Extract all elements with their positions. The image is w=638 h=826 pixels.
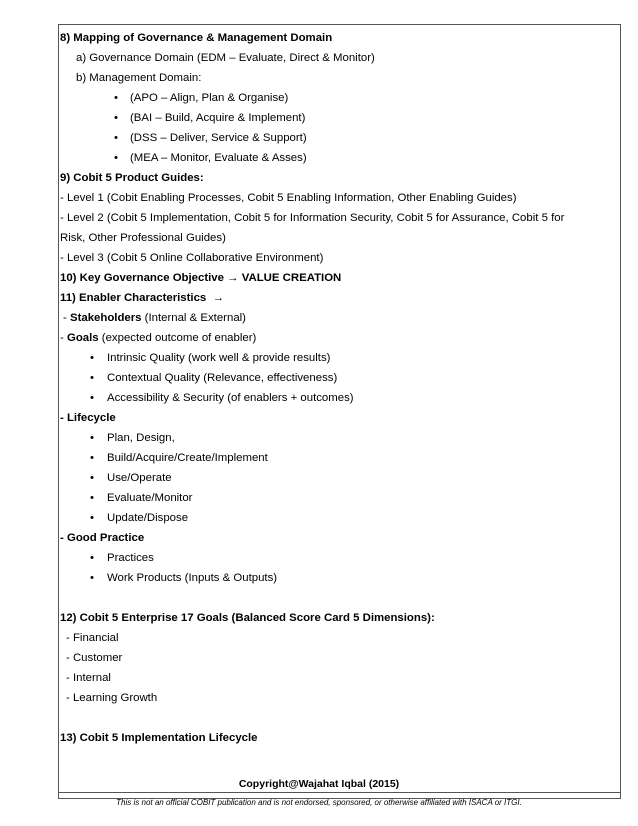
lifecycle-label: - Lifecycle [60,412,116,424]
bullet-icon: • [90,372,94,384]
management-domain-line: b) Management Domain: [76,72,202,84]
list-item: • Plan, Design, [60,428,618,448]
bullet-icon: • [114,112,118,124]
section-11-heading: 11) Enabler Characteristics → [60,292,224,304]
document-body [60,28,618,748]
bullet-icon: • [90,472,94,484]
list-item: • Practices [60,548,618,568]
bullet-icon: • [90,352,94,364]
bullet-icon: • [90,492,94,504]
level-2-line-continued: Risk, Other Professional Guides) [60,232,226,244]
list-item: • (APO – Align, Plan & Organise) [60,88,618,108]
goals-label: Goals [66,332,99,344]
bullet-icon: • [114,92,118,104]
footer-disclaimer: This is not an official COBIT publication and is not endorsed, sponsored, or otherwise affiliated with ISACA or ITGI. [116,798,522,807]
bullet-icon: • [90,512,94,524]
list-item: - Customer [66,652,123,664]
list-item: • (DSS – Deliver, Service & Support) [60,128,618,148]
section-13-heading: 13) Cobit 5 Implementation Lifecycle [60,732,258,744]
level-2-line: - Level 2 (Cobit 5 Implementation, Cobit 5 for Information Security, Cobit 5 for Assurance, Cobit 5 for [60,212,565,224]
value-creation-label: VALUE CREATION [241,272,342,284]
spacer [60,588,618,608]
section-12-heading: 12) Cobit 5 Enterprise 17 Goals (Balanced Score Card 5 Dimensions): [60,612,435,624]
goals-line: - Goals (expected outcome of enabler) [60,332,257,344]
arrow-right-icon: → [227,272,239,284]
bullet-icon: • [90,392,94,404]
section-9-heading: 9) Cobit 5 Product Guides: [60,172,204,184]
good-practice-label: - Good Practice [60,532,145,544]
list-item: • Work Products (Inputs & Outputs) [60,568,618,588]
list-item: - Financial [66,632,119,644]
list-item: • Intrinsic Quality (work well & provide results) [60,348,618,368]
list-item: - Internal [66,672,111,684]
list-item: • Contextual Quality (Relevance, effectiveness) [60,368,618,388]
list-item: • Update/Dispose [60,508,618,528]
bullet-icon: • [90,552,94,564]
arrow-right-icon: → [212,292,224,304]
list-item: • Use/Operate [60,468,618,488]
bullet-icon: • [90,572,94,584]
level-3-line: - Level 3 (Cobit 5 Online Collaborative Environment) [60,252,324,264]
list-item: - Learning Growth [66,692,158,704]
list-item: • Evaluate/Monitor [60,488,618,508]
section-8-heading: 8) Mapping of Governance & Management Domain [60,32,333,44]
list-item: • (MEA – Monitor, Evaluate & Asses) [60,148,618,168]
bullet-icon: • [114,152,118,164]
footer-copyright: Copyright@Wajahat Iqbal (2015) [238,778,400,790]
bullet-icon: • [90,452,94,464]
stakeholders-label: Stakeholders [69,312,142,324]
list-item: • Build/Acquire/Create/Implement [60,448,618,468]
section-10-heading: 10) Key Governance Objective → VALUE CREATION [60,272,342,284]
level-1-line: - Level 1 (Cobit Enabling Processes, Cobit 5 Enabling Information, Other Enabling Guides) [60,192,517,204]
bullet-icon: • [90,432,94,444]
stakeholders-line: - Stakeholders (Internal & External) [63,312,246,324]
list-item: • (BAI – Build, Acquire & Implement) [60,108,618,128]
bullet-icon: • [114,132,118,144]
footer-divider [58,792,621,793]
governance-domain-line: a) Governance Domain (EDM – Evaluate, Direct & Monitor) [76,52,375,64]
list-item: • Accessibility & Security (of enablers + outcomes) [60,388,618,408]
spacer [60,708,618,728]
